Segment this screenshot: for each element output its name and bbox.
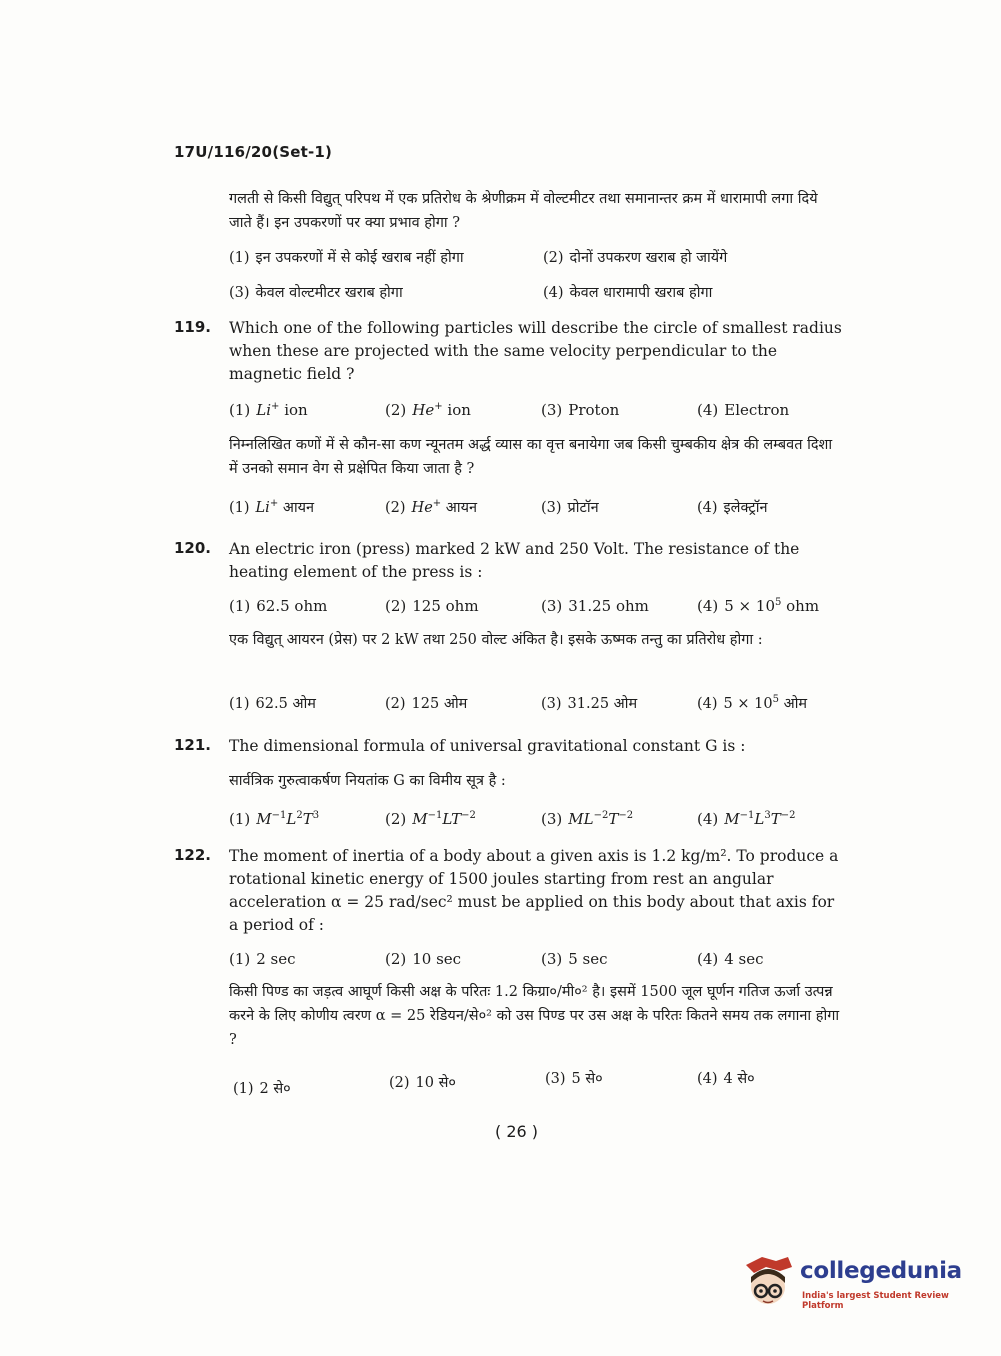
q122-option-4: (4) 4 sec (697, 950, 764, 968)
q120-option-3: (3) 31.25 ohm (541, 597, 649, 615)
q122-hindi-text: किसी पिण्ड का जड़त्व आघूर्ण किसी अक्ष के परितः 1.2 किग्रा०/मी०² है। इसमें 1500 जूल घूर्णन गतिज ऊर्जा उत्पन्न करने के लिए कोणीय त्वरण α = 25 रेडियन/से०² को उस पिण्ड पर उस अक्ष के परितः कितने समय तक लगाना होगा ? (229, 984, 840, 1048)
q119-hi-option-1: (1) Li+ आयन (229, 498, 315, 516)
q119-number: 119. (174, 318, 212, 336)
q120-hi-option-1: (1) 62.5 ओम (229, 696, 316, 712)
q119-hi-option-2: (2) He+ आयन (385, 498, 478, 516)
q122-hi-option-2: (2) 10 से० (389, 1075, 456, 1091)
q119-option-3: (3) Proton (541, 401, 620, 419)
q118-hindi-text: गलती से किसी विद्युत् परिपथ में एक प्रतिरोध के श्रेणीक्रम में वोल्टमीटर तथा समानान्तर क्रम में धारामापी लगा दिये जाते हैं। इन उपकरणों पर क्या प्रभाव होगा ? (229, 191, 818, 231)
q119-option-2: (2) He+ ion (385, 401, 471, 419)
q121-option-3: (3) $ML^{-2}T^{-2}$ (541, 810, 634, 828)
q122-number: 122. (174, 846, 212, 864)
q122-hi-option-4: (4) 4 से० (697, 1071, 755, 1087)
logo-wordmark: collegedunia (800, 1258, 962, 1284)
q122-text: The moment of inertia of a body about a given axis is 1.2 kg/m². To produce a rotational kinetic energy of 1500 joules starting from rest an angular acceleration α = 25 rad/sec² must be applied on this body about that axis for a period of : (229, 847, 839, 934)
q121-hindi-text: सार्वत्रिक गुरुत्वाकर्षण नियतांक G का विमीय सूत्र है : (229, 773, 506, 789)
q121-option-4: (4) $M^{-1}L^3T^{-2}$ (697, 810, 796, 828)
q119-text: Which one of the following particles will describe the circle of smallest radius when these are projected with the same velocity perpendicular to the magnetic field ? (229, 319, 842, 383)
q122-option-3: (3) 5 sec (541, 950, 608, 968)
q119-hi-option-4: (4) इलेक्ट्रॉन (697, 500, 768, 516)
q122-hi-option-1: (1) 2 से० (233, 1081, 291, 1097)
q120-option-4: (4) $5 \times 10^5$ ohm (697, 597, 820, 615)
q120-hi-option-3: (3) 31.25 ओम (541, 696, 638, 712)
q118-hi-option-3: (3) केवल वोल्टमीटर खराब होगा (229, 285, 403, 301)
q119-hindi-text: निम्नलिखित कणों में से कौन-सा कण न्यूनतम अर्द्ध व्यास का वृत्त बनायेगा जब किसी चुम्बकीय क्षेत्र की लम्बवत दिशा में उनको समान वेग से प्रक्षेपित किया जाता है ? (229, 437, 833, 477)
q119-hi-option-3: (3) प्रोटॉन (541, 500, 599, 516)
q121-number: 121. (174, 736, 212, 754)
paper-header: 17U/116/20(Set-1) (174, 143, 333, 161)
q120-option-1: (1) 62.5 ohm (229, 597, 328, 615)
q118-hi-option-4: (4) केवल धारामापी खराब होगा (543, 285, 713, 301)
q120-number: 120. (174, 539, 212, 557)
q120-hi-option-4: (4) $5 \times 10^5$ ओम (697, 694, 808, 712)
q121-option-2: (2) $M^{-1}LT^{-2}$ (385, 810, 476, 828)
q122-option-1: (1) 2 sec (229, 950, 296, 968)
logo-tagline: India's largest Student Review Platform (802, 1291, 949, 1311)
q119-option-4: (4) Electron (697, 401, 790, 419)
q118-hi-option-1: (1) इन उपकरणों में से कोई खराब नहीं होगा (229, 250, 464, 266)
q122-hi-option-3: (3) 5 से० (545, 1071, 603, 1087)
q120-hi-option-2: (2) 125 ओम (385, 696, 468, 712)
q118-hi-option-2: (2) दोनों उपकरण खराब हो जायेंगे (543, 250, 728, 266)
q121-text: The dimensional formula of universal gravitational constant G is : (229, 737, 746, 755)
q120-text: An electric iron (press) marked 2 kW and 250 Volt. The resistance of the heating element of the press is : (229, 540, 800, 581)
q122-option-2: (2) 10 sec (385, 950, 462, 968)
q120-hindi-text: एक विद्युत् आयरन (प्रेस) पर 2 kW तथा 250 वोल्ट अंकित है। इसके ऊष्मक तन्तु का प्रतिरोध होगा : (229, 632, 763, 648)
mascot-icon (740, 1255, 798, 1315)
q120-option-2: (2) 125 ohm (385, 597, 479, 615)
q121-option-1: (1) $M^{-1}L^2T^3$ (229, 810, 320, 828)
q119-option-1: (1) Li+ ion (229, 401, 308, 419)
page-number: ( 26 ) (495, 1122, 539, 1141)
collegedunia-logo[interactable] (740, 1255, 970, 1315)
